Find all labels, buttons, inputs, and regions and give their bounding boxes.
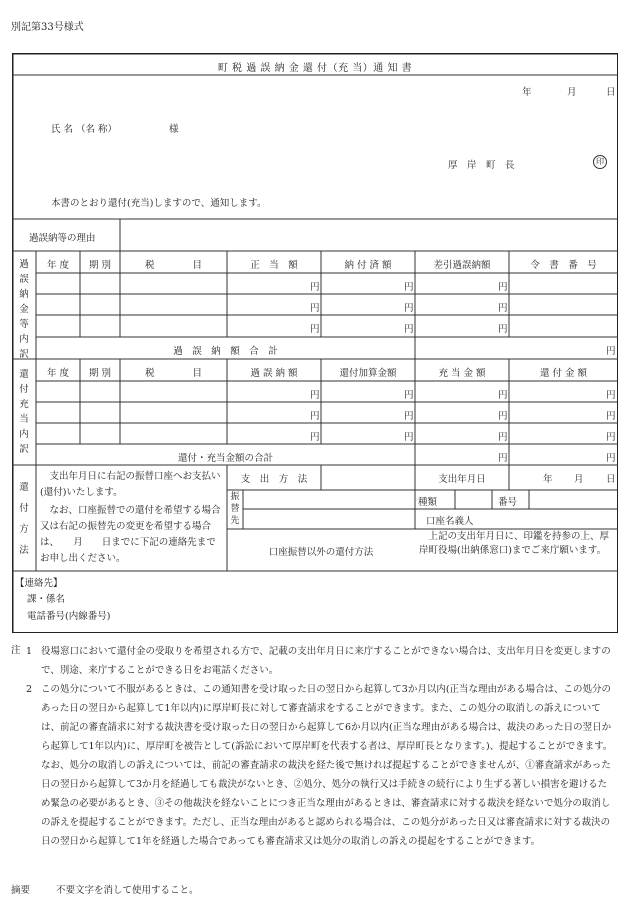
- date-month-label: 月: [567, 87, 577, 98]
- yen-unit: 円: [606, 411, 616, 422]
- notes-prefix: 注: [11, 645, 21, 656]
- yen-unit: 円: [498, 411, 508, 422]
- method-side-label: 還付方法: [19, 482, 29, 556]
- yen-unit: 円: [606, 432, 616, 443]
- kind-label: 種類: [418, 497, 438, 508]
- payment-date-day: 日: [606, 474, 616, 485]
- transfer-to-label: 振替先: [230, 492, 240, 526]
- yen-unit: 円: [606, 390, 616, 401]
- yen-unit: 円: [498, 303, 508, 314]
- yen-unit: 円: [404, 324, 414, 335]
- method-text-change: なお、口座振替での還付を希望する場合又は右記の振替先の変更を希望する場合は、 月 日までに下記の連絡先までお申し出ください。: [40, 505, 221, 564]
- kago-col-paid-amount: 納 付 済 額: [344, 260, 392, 271]
- contact-phone: 電話番号(内線番号): [27, 611, 111, 622]
- date-day-label: 日: [606, 87, 616, 98]
- yen-unit: 円: [404, 303, 414, 314]
- yen-unit: 円: [498, 282, 508, 293]
- kanpu-col-allocation: 充 当 金 額: [438, 368, 486, 379]
- kanpu-col-year: 年 度: [46, 368, 70, 379]
- date-year-label: 年: [522, 87, 532, 98]
- mayor-title: 厚 岸 町 長: [448, 160, 515, 171]
- kanpu-col-overpaid: 過 誤 納 額: [250, 368, 298, 379]
- yen-unit: 円: [310, 411, 320, 422]
- name-label: 氏 名 （名 称）: [51, 124, 118, 135]
- contact-title: 【連絡先】: [15, 578, 63, 589]
- seal-mark: 印: [593, 155, 607, 169]
- yen-unit: 円: [606, 346, 616, 357]
- other-method-text: 上記の支出年月日に、印鑑を持参の上、厚岸町役場(出納係窓口)までご来庁願います。: [419, 531, 610, 556]
- yen-unit: 円: [498, 324, 508, 335]
- kago-total-label: 過 誤 納 額 合 計: [173, 346, 278, 357]
- kago-col-year: 年 度: [46, 260, 70, 271]
- yen-unit: 円: [606, 453, 616, 464]
- number-label: 番号: [498, 497, 518, 508]
- yen-unit: 円: [404, 432, 414, 443]
- note-1-number: 1: [26, 646, 33, 657]
- notice-sentence: 本書のとおり還付(充当)しますので、通知します。: [51, 198, 267, 209]
- method-text-transfer: 支出年月日に右記の振替口座へお支払い(還付)いたします。: [40, 471, 221, 498]
- form-number-label: 別記第33号様式: [11, 22, 84, 33]
- yen-unit: 円: [310, 303, 320, 314]
- yen-unit: 円: [404, 390, 414, 401]
- honorific-label: 様: [169, 124, 179, 135]
- yen-unit: 円: [310, 432, 320, 443]
- contact-dept: 課・係名: [27, 594, 66, 605]
- kago-side-label: 過誤納金等内訳: [19, 259, 29, 360]
- document-title: 町 税 過 誤 納 金 還 付（充 当）通 知 書: [217, 63, 413, 74]
- payment-method-label: 支 出 方 法: [240, 474, 308, 485]
- other-method-label: 口座振替以外の還付方法: [268, 547, 374, 558]
- summary-text: 不要文字を消して使用すること。: [56, 885, 199, 896]
- kanpu-col-refund-amount: 還 付 金 額: [539, 368, 588, 379]
- kanpu-total-label: 還付・充当金額の合計: [177, 453, 273, 464]
- note-2-text: この処分について不服があるときは、この通知書を受け取った日の翌日から起算して3か月以内(正当な理由がある場合は、この処分のあった日の翌日から起算して1年以内)に厚岸町長に対して審査請求をすることができます。また、この処分の取消しの訴えについては、前記の審査請求に対する裁決書を受け取った日の翌日から起算して6か月以内(正当な理由がある場合は、裁決のあった日の翌日から起算して1年以内)に、厚岸町を被告として(訴訟において厚岸町を代表する者は、厚岸町長となります。)、提起することができます。なお、処分の取消しの訴えについては、前記の審査請求の裁決を経た後で無ければ提起することができませんが、①審査請求があった日の翌日から起算して3か月を経過しても裁決がないとき、②処分、処分の執行又は手続きの続行により生ずる著しい損害を避けるため緊急の必要があるとき、③その他裁決を経ないことにつき正当な理由があるときは、審査請求に対する裁決を経ないで処分の取消しの訴えを提起することができます。ただし、正当な理由があると認められる場合は、この処分があった日又は審査請求に対する裁決の日の翌日から起算して1年を経過した場合であっても審査請求又は処分の取消しの訴えの提起をすることができます。: [41, 684, 613, 847]
- kago-col-proper-amount: 正 当 額: [250, 260, 298, 271]
- kago-col-overpaid: 差引過誤納額: [433, 260, 491, 271]
- summary-label: 摘要: [11, 885, 31, 896]
- yen-unit: 円: [498, 453, 508, 464]
- kago-col-tax-item: 税 目: [144, 260, 202, 271]
- note-1-text: 役場窓口において還付金の受取りを希望される方で、記載の支出年月日に来庁することができない場合は、支出年月日を変更しますので、別途、来庁することができる日をお電話ください。: [41, 646, 611, 676]
- kanpu-side-label: 還付充当内訳: [19, 369, 29, 455]
- refund-notice-form: [12, 53, 618, 633]
- note-2-number: 2: [26, 684, 33, 695]
- yen-unit: 円: [498, 390, 508, 401]
- yen-unit: 円: [404, 282, 414, 293]
- kago-col-period: 期 別: [88, 260, 112, 271]
- kago-col-order-number: 令 書 番 号: [530, 260, 597, 271]
- account-holder-label: 口座名義人: [426, 516, 474, 527]
- payment-date-label: 支出年月日: [438, 474, 486, 485]
- payment-date-month: 月: [574, 474, 584, 485]
- yen-unit: 円: [310, 282, 320, 293]
- reason-label: 過誤納等の理由: [29, 233, 96, 244]
- yen-unit: 円: [498, 432, 508, 443]
- kanpu-col-period: 期 別: [88, 368, 112, 379]
- kanpu-col-tax-item: 税 目: [144, 368, 202, 379]
- payment-date-year: 年: [543, 474, 553, 485]
- yen-unit: 円: [310, 390, 320, 401]
- kanpu-col-refund-addition: 還付加算金額: [339, 368, 397, 379]
- yen-unit: 円: [404, 411, 414, 422]
- yen-unit: 円: [310, 324, 320, 335]
